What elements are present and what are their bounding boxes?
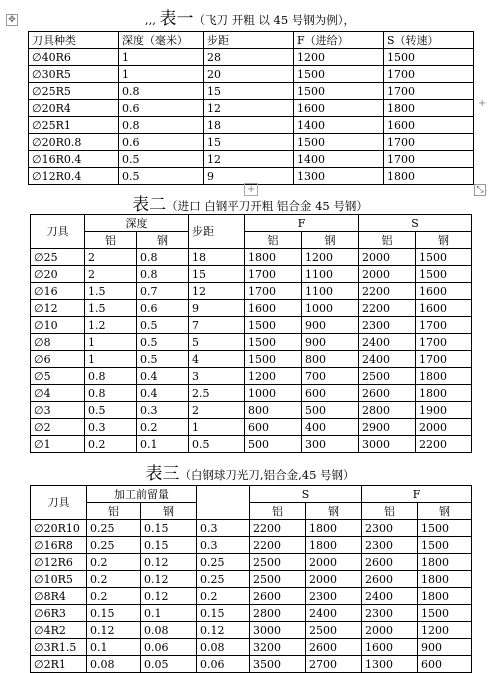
- column-header: 深度（毫米）: [119, 32, 204, 49]
- table-cell: 1700: [416, 334, 472, 351]
- table-cell: 3000: [250, 622, 306, 639]
- table-cell: 1500: [416, 266, 472, 283]
- table-cell: 2: [85, 266, 137, 283]
- table-cell: 1500: [416, 249, 472, 266]
- table-cell: 9: [189, 300, 245, 317]
- table-cell: ∅1: [31, 436, 85, 453]
- table-cell: 3: [189, 368, 245, 385]
- table-cell: ∅20R0.8: [29, 134, 119, 151]
- table-row: [29, 151, 474, 168]
- column-header: 深度: [85, 215, 189, 232]
- table-cell: ∅12: [31, 300, 85, 317]
- table-cell: 1700: [245, 266, 302, 283]
- table-cell: 1: [119, 66, 204, 83]
- table3-title: 表三（白钢球刀光刀,铝合金,45 号钢）: [145, 464, 355, 484]
- table-cell: ∅20R10: [31, 520, 87, 537]
- table-row: [31, 402, 472, 419]
- table-cell: 0.25: [87, 520, 141, 537]
- table-cell: 900: [418, 639, 472, 656]
- table-cell: 1300: [362, 656, 418, 673]
- table-cell: ∅16R8: [31, 537, 87, 554]
- table-cell: 1100: [302, 283, 359, 300]
- table-cell: 1500: [294, 66, 384, 83]
- table-row: [29, 117, 474, 134]
- table-cell: 0.8: [119, 83, 204, 100]
- table-cell: 0.15: [87, 605, 141, 622]
- table2: [30, 214, 472, 453]
- table-cell: 1500: [418, 520, 472, 537]
- table-cell: 1500: [294, 83, 384, 100]
- table-cell: 700: [302, 368, 359, 385]
- table-cell: ∅10: [31, 317, 85, 334]
- table-cell: ∅25R1: [29, 117, 119, 134]
- table-cell: 1500: [245, 334, 302, 351]
- table-cell: 1600: [245, 300, 302, 317]
- table-cell: 1.5: [85, 300, 137, 317]
- table-cell: 1600: [384, 117, 474, 134]
- table-cell: ∅12R6: [31, 554, 87, 571]
- table-cell: 1800: [306, 520, 362, 537]
- table-cell: 800: [302, 351, 359, 368]
- table-cell: 0.12: [141, 571, 197, 588]
- table-cell: 2000: [359, 266, 416, 283]
- column-subheader: 钢: [416, 232, 472, 249]
- table-cell: 0.8: [85, 385, 137, 402]
- table-cell: 300: [302, 436, 359, 453]
- table-cell: 0.5: [137, 351, 189, 368]
- table-cell: 12: [204, 151, 294, 168]
- table-cell: 1900: [416, 402, 472, 419]
- table-cell: 0.3: [137, 402, 189, 419]
- table-cell: 500: [245, 436, 302, 453]
- table-cell: 2200: [359, 300, 416, 317]
- column-subheader: 钢: [418, 503, 472, 520]
- column-header: 刀具: [31, 486, 87, 520]
- table-row: [31, 283, 472, 300]
- table-row: [31, 317, 472, 334]
- table-cell: 0.4: [137, 385, 189, 402]
- table-row: [31, 554, 472, 571]
- column-header: F: [245, 215, 359, 232]
- table-cell: 1200: [245, 368, 302, 385]
- table-cell: 2200: [359, 283, 416, 300]
- table-cell: 1500: [294, 134, 384, 151]
- table-cell: 12: [189, 283, 245, 300]
- column-subheader: 钢: [302, 232, 359, 249]
- table-cell: 2800: [359, 402, 416, 419]
- table-cell: 1: [189, 419, 245, 436]
- table-cell: ∅16: [31, 283, 85, 300]
- table-cell: 1700: [384, 151, 474, 168]
- table-cell: 2400: [359, 351, 416, 368]
- table-cell: 5: [189, 334, 245, 351]
- column-header: S: [359, 215, 472, 232]
- table-cell: 0.3: [85, 419, 137, 436]
- table-cell: 1200: [294, 49, 384, 66]
- table-cell: 1: [85, 334, 137, 351]
- table-cell: ∅6: [31, 351, 85, 368]
- table-row: [31, 605, 472, 622]
- plus-icon[interactable]: +: [244, 183, 258, 196]
- table-cell: 20: [204, 66, 294, 83]
- table-cell: 0.12: [197, 622, 250, 639]
- table-cell: 0.1: [141, 605, 197, 622]
- table-header-row: [31, 215, 472, 232]
- column-subheader: 铝: [85, 232, 137, 249]
- table-cell: 1800: [245, 249, 302, 266]
- table-row: [31, 520, 472, 537]
- column-subheader: 钢: [141, 503, 197, 520]
- column-header: 步距: [189, 215, 245, 249]
- table-cell: 2600: [250, 588, 306, 605]
- table-cell: 15: [204, 134, 294, 151]
- table-cell: 1800: [416, 368, 472, 385]
- table-cell: 1500: [245, 351, 302, 368]
- table-cell: 600: [418, 656, 472, 673]
- table-cell: 0.6: [137, 300, 189, 317]
- table-cell: 0.8: [119, 117, 204, 134]
- table-cell: 0.1: [87, 639, 141, 656]
- table-cell: 0.25: [197, 571, 250, 588]
- table-cell: 2400: [362, 588, 418, 605]
- table-cell: 600: [302, 385, 359, 402]
- table-cell: ∅2R1: [31, 656, 87, 673]
- table-cell: 1: [85, 351, 137, 368]
- table-cell: 2300: [362, 520, 418, 537]
- table-cell: 2500: [250, 571, 306, 588]
- table1-title: ,,, 表一（飞刀 开粗 以 45 号钢为例），: [144, 9, 356, 29]
- table-cell: 0.2: [87, 571, 141, 588]
- table-cell: 2500: [306, 622, 362, 639]
- table-cell: ∅20R4: [29, 100, 119, 117]
- table-cell: 0.5: [137, 334, 189, 351]
- table-cell: 1700: [245, 283, 302, 300]
- table-cell: 2000: [306, 571, 362, 588]
- table-cell: 0.2: [197, 588, 250, 605]
- table-cell: 2: [85, 249, 137, 266]
- table-cell: 0.12: [87, 622, 141, 639]
- table-cell: 0.06: [197, 656, 250, 673]
- table-cell: 0.08: [87, 656, 141, 673]
- table-cell: 1800: [384, 100, 474, 117]
- column-header: 刀具: [31, 215, 85, 249]
- table-cell: 1800: [306, 537, 362, 554]
- table-subheader-row: [31, 232, 472, 249]
- table-cell: 0.3: [197, 520, 250, 537]
- table-cell: 1700: [416, 351, 472, 368]
- table-cell: 2600: [306, 639, 362, 656]
- table-row: [31, 537, 472, 554]
- table-cell: 0.5: [85, 402, 137, 419]
- table-cell: 2000: [362, 622, 418, 639]
- column-subheader: 钢: [306, 503, 362, 520]
- table-cell: ∅40R6: [29, 49, 119, 66]
- table-cell: ∅3R1.5: [31, 639, 87, 656]
- table-cell: 1600: [416, 283, 472, 300]
- table-cell: 1000: [245, 385, 302, 402]
- table-row: [29, 66, 474, 83]
- table-cell: 2900: [359, 419, 416, 436]
- table1: [28, 31, 474, 185]
- table2-title: 表二（进口 白钢平刀开粗 铝合金 45 号钢）: [132, 195, 368, 215]
- table-cell: 600: [245, 419, 302, 436]
- column-header: F（进给）: [294, 32, 384, 49]
- table-cell: 7: [189, 317, 245, 334]
- table-cell: 2.5: [189, 385, 245, 402]
- table-cell: 1500: [418, 537, 472, 554]
- table-row: [29, 168, 474, 185]
- table-cell: 1800: [418, 554, 472, 571]
- table-cell: 1800: [416, 385, 472, 402]
- table-cell: 0.08: [141, 622, 197, 639]
- table-cell: 1.2: [85, 317, 137, 334]
- table-cell: 1600: [294, 100, 384, 117]
- table-cell: 0.15: [197, 605, 250, 622]
- table-cell: 0.8: [85, 368, 137, 385]
- move-handle-icon[interactable]: ✥: [6, 14, 18, 26]
- table-cell: 0.8: [137, 266, 189, 283]
- table-cell: 2300: [306, 588, 362, 605]
- table-cell: 18: [189, 249, 245, 266]
- table-row: [29, 49, 474, 66]
- table-cell: 1400: [294, 151, 384, 168]
- table-cell: 0.25: [197, 554, 250, 571]
- table-cell: 2200: [250, 537, 306, 554]
- table-cell: 0.6: [119, 100, 204, 117]
- column-subheader: 铝: [359, 232, 416, 249]
- table-cell: ∅25R5: [29, 83, 119, 100]
- table-cell: 1700: [384, 66, 474, 83]
- table-cell: 0.5: [119, 168, 204, 185]
- table-cell: 1800: [384, 168, 474, 185]
- column-header: S: [250, 486, 362, 503]
- table-row: [31, 419, 472, 436]
- table-cell: 0.2: [137, 419, 189, 436]
- table-cell: 0.12: [141, 554, 197, 571]
- table-cell: 1600: [416, 300, 472, 317]
- table-cell: 15: [189, 266, 245, 283]
- table-cell: 1700: [416, 317, 472, 334]
- table-row: [31, 656, 472, 673]
- table-header-row: [29, 32, 474, 49]
- table-cell: 18: [204, 117, 294, 134]
- table-cell: ∅2: [31, 419, 85, 436]
- table-cell: ∅12R0.4: [29, 168, 119, 185]
- column-header: 步距: [204, 32, 294, 49]
- table-cell: 3500: [250, 656, 306, 673]
- table-cell: 1500: [418, 605, 472, 622]
- resize-handle-icon[interactable]: ⤡: [474, 184, 486, 196]
- table-cell: 900: [302, 334, 359, 351]
- column-header: 刀具种类: [29, 32, 119, 49]
- table-cell: 0.5: [189, 436, 245, 453]
- table-cell: 1200: [418, 622, 472, 639]
- table-cell: 2000: [416, 419, 472, 436]
- table-cell: 0.15: [141, 520, 197, 537]
- table-cell: 0.3: [197, 537, 250, 554]
- table-cell: ∅30R5: [29, 66, 119, 83]
- table-cell: 2300: [359, 317, 416, 334]
- table-cell: ∅6R3: [31, 605, 87, 622]
- table-cell: 1700: [384, 134, 474, 151]
- table-cell: 1.5: [85, 283, 137, 300]
- column-header: S（转速）: [384, 32, 474, 49]
- table-cell: 1300: [294, 168, 384, 185]
- table-cell: 15: [204, 83, 294, 100]
- table-subheader-row: [31, 503, 472, 520]
- table-cell: 2600: [362, 554, 418, 571]
- table-cell: ∅5: [31, 368, 85, 385]
- table-row: [31, 588, 472, 605]
- table-cell: 2600: [359, 385, 416, 402]
- column-header: F: [362, 486, 472, 503]
- table-cell: 1600: [362, 639, 418, 656]
- table-row: [31, 622, 472, 639]
- table-cell: 2700: [306, 656, 362, 673]
- table-cell: ∅3: [31, 402, 85, 419]
- table-row: [31, 436, 472, 453]
- table-cell: ∅4R2: [31, 622, 87, 639]
- table-cell: 2400: [359, 334, 416, 351]
- table-cell: 0.5: [137, 317, 189, 334]
- table-cell: 2600: [362, 571, 418, 588]
- table-cell: 0.2: [87, 554, 141, 571]
- column-subheader: 钢: [137, 232, 189, 249]
- table-cell: 2400: [306, 605, 362, 622]
- table-cell: 1: [119, 49, 204, 66]
- plus-icon[interactable]: +: [478, 98, 487, 109]
- table-cell: 2: [189, 402, 245, 419]
- table3: [30, 485, 472, 673]
- table-cell: 0.4: [137, 368, 189, 385]
- table-cell: 1200: [302, 249, 359, 266]
- table-cell: ∅8: [31, 334, 85, 351]
- table-header-row: [31, 486, 472, 503]
- column-header: 加工前留量: [87, 486, 197, 503]
- table-cell: 800: [245, 402, 302, 419]
- column-subheader: 铝: [250, 503, 306, 520]
- table-row: [31, 639, 472, 656]
- table-cell: 0.25: [87, 537, 141, 554]
- table-cell: 0.08: [197, 639, 250, 656]
- table-cell: 0.12: [141, 588, 197, 605]
- table-cell: ∅10R5: [31, 571, 87, 588]
- table-cell: 1500: [384, 49, 474, 66]
- table-cell: [197, 486, 250, 520]
- table-cell: 9: [204, 168, 294, 185]
- table-cell: 0.6: [119, 134, 204, 151]
- table-cell: ∅4: [31, 385, 85, 402]
- table-cell: 1500: [245, 317, 302, 334]
- table-row: [31, 351, 472, 368]
- table-cell: 0.2: [85, 436, 137, 453]
- table-cell: 2000: [359, 249, 416, 266]
- table-cell: 500: [302, 402, 359, 419]
- table-cell: 3000: [359, 436, 416, 453]
- table-row: [29, 100, 474, 117]
- table-cell: 0.2: [87, 588, 141, 605]
- table-row: [31, 249, 472, 266]
- table-row: [29, 83, 474, 100]
- table-cell: 2500: [359, 368, 416, 385]
- table-cell: 1700: [384, 83, 474, 100]
- table-cell: ∅16R0.4: [29, 151, 119, 168]
- table-cell: 4: [189, 351, 245, 368]
- table-row: [31, 385, 472, 402]
- table-cell: 3200: [250, 639, 306, 656]
- table-cell: 400: [302, 419, 359, 436]
- table-cell: 0.8: [137, 249, 189, 266]
- table-cell: 28: [204, 49, 294, 66]
- column-subheader: 铝: [87, 503, 141, 520]
- table-cell: 2800: [250, 605, 306, 622]
- table-cell: 2200: [416, 436, 472, 453]
- table-cell: 2500: [250, 554, 306, 571]
- table-cell: ∅8R4: [31, 588, 87, 605]
- table-cell: 900: [302, 317, 359, 334]
- table-cell: 12: [204, 100, 294, 117]
- table-cell: 0.15: [141, 537, 197, 554]
- column-subheader: 铝: [362, 503, 418, 520]
- table-row: [31, 571, 472, 588]
- table-cell: 1400: [294, 117, 384, 134]
- table-cell: 0.1: [137, 436, 189, 453]
- table-cell: 2300: [362, 605, 418, 622]
- column-subheader: 铝: [245, 232, 302, 249]
- table-cell: 1100: [302, 266, 359, 283]
- table-cell: 2300: [362, 537, 418, 554]
- table-row: [31, 334, 472, 351]
- table-row: [29, 134, 474, 151]
- table-cell: 0.7: [137, 283, 189, 300]
- table-row: [31, 368, 472, 385]
- table-cell: 1000: [302, 300, 359, 317]
- table-cell: 2000: [306, 554, 362, 571]
- table-cell: 0.05: [141, 656, 197, 673]
- table-cell: 0.5: [119, 151, 204, 168]
- table-cell: ∅20: [31, 266, 85, 283]
- table-cell: 0.06: [141, 639, 197, 656]
- table-cell: ∅25: [31, 249, 85, 266]
- table-cell: 2200: [250, 520, 306, 537]
- table-cell: 1800: [418, 571, 472, 588]
- table-cell: 1800: [418, 588, 472, 605]
- table-row: [31, 300, 472, 317]
- table-row: [31, 266, 472, 283]
